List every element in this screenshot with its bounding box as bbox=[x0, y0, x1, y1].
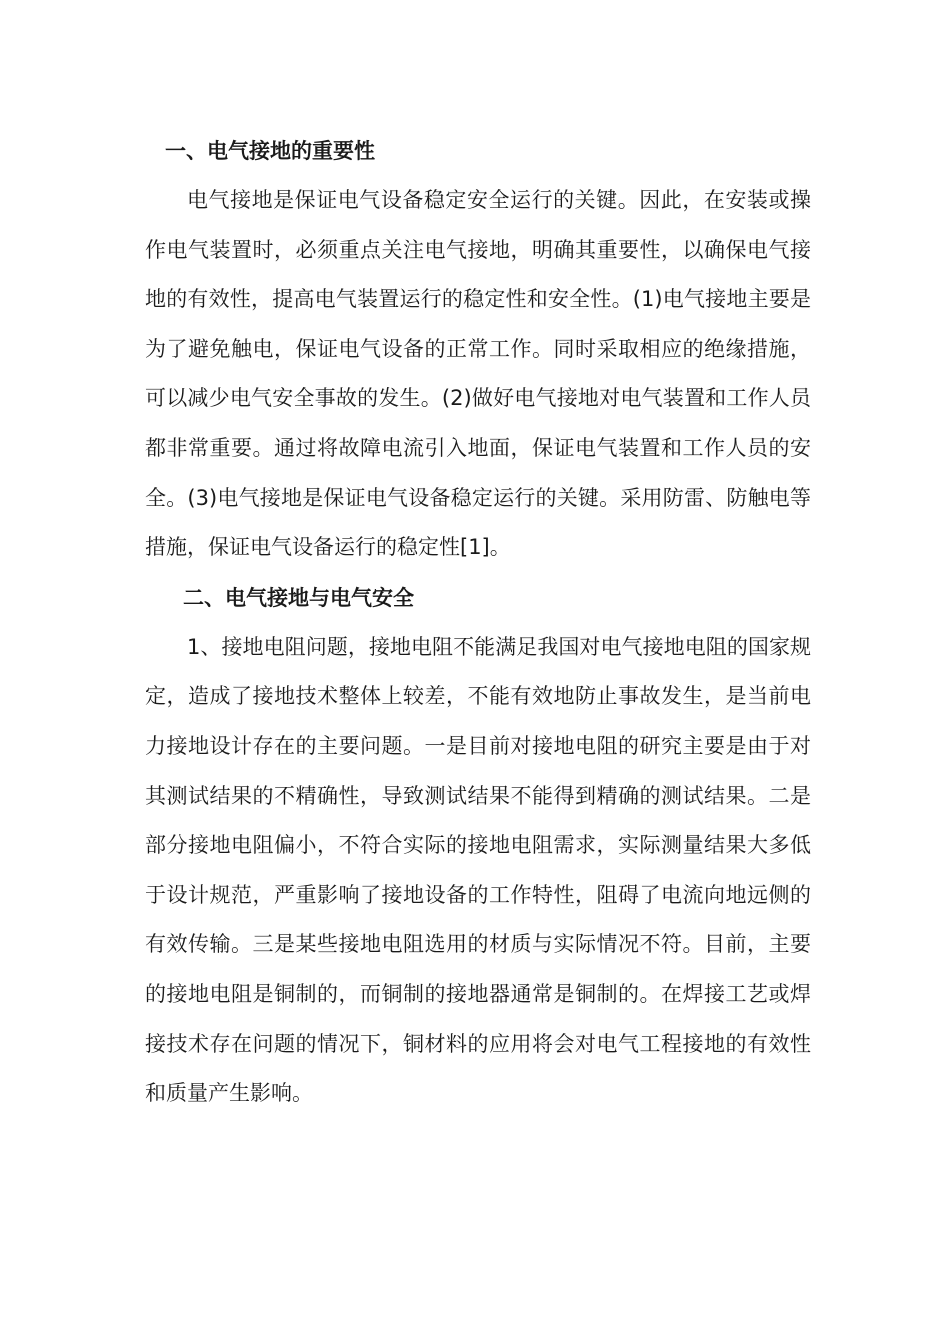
section-paragraph-1: 电气接地是保证电气设备稳定安全运行的关键。因此，在安装或操作电气装置时，必须重点关注电气接地，明确其重要性，以确保电气接地的有效性，提高电气装置运行的稳定性和安全性。(1)电气接地主要是为了避免触电，保证电气设备的正常工作。同时采取相应的绝缘措施，可以减少电气安全事故的发生。(2)做好电气接地对电气装置和工作人员都非常重要。通过将故障电流引入地面，保证电气装置和工作人员的安全。(3)电气接地是保证电气设备稳定运行的关键。采用防雷、防触电等措施，保证电气设备运行的稳定性[1]。 bbox=[145, 188, 811, 560]
section-paragraph-2: 1、接地电阻问题，接地电阻不能满足我国对电气接地电阻的国家规定，造成了接地技术整体上较差，不能有效地防止事故发生，是当前电力接地设计存在的主要问题。一是目前对接地电阻的研究主要是由于对其测试结果的不精确性，导致测试结果不能得到精确的测试结果。二是部分接地电阻偏小，不符合实际的接地电阻需求，实际测量结果大多低于设计规范，严重影响了接地设备的工作特性，阻碍了电流向地远侧的有效传输。三是某些接地电阻选用的材质与实际情况不符。目前，主要的接地电阻是铜制的，而铜制的接地器通常是铜制的。在焊接工艺或焊接技术存在问题的情况下，铜材料的应用将会对电气工程接地的有效性和质量产生影响。 bbox=[145, 634, 811, 1106]
section-heading-2: 二、电气接地与电气安全 bbox=[183, 585, 414, 610]
document-body bbox=[145, 126, 811, 1119]
section-heading-1: 一、电气接地的重要性 bbox=[165, 139, 375, 163]
